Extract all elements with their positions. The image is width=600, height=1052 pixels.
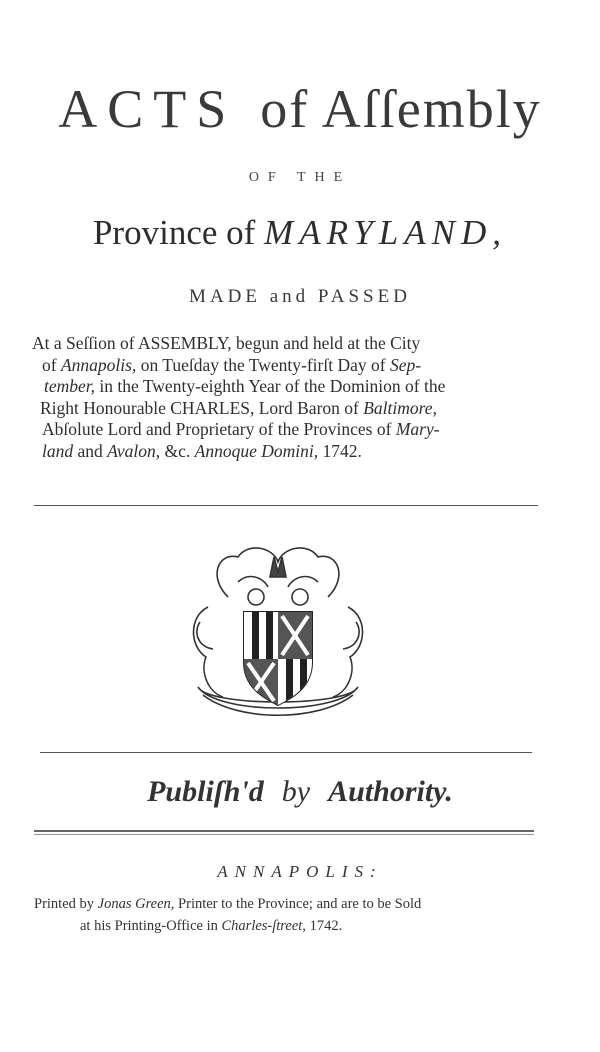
title-acts: ACTS: [58, 79, 237, 139]
session-italic: Mary-: [395, 419, 440, 439]
made-passed-heading: MADE and PASSED: [189, 286, 411, 307]
published-word: Publiſh'd: [147, 775, 264, 808]
imprint-italic: Charles-ſtreet,: [221, 918, 306, 934]
session-line-1: At a Seſſion of ASSEMBLY, begun and held at the City: [32, 333, 421, 353]
imprint-text: 1742.: [305, 918, 343, 934]
imprint-text: Printed by: [34, 896, 98, 912]
session-line-4: [40, 398, 546, 420]
session-italic: Baltimore,: [363, 397, 437, 418]
province-heading: [0, 213, 600, 253]
page-title: [0, 78, 600, 140]
coat-of-arms-illustration: [178, 537, 378, 727]
province-name: MARYLAND,: [264, 213, 508, 252]
session-text: Right Honourable CHARLES, Lord Baron of: [40, 397, 364, 418]
session-paragraph: [32, 333, 546, 462]
divider-rule: [40, 752, 532, 753]
divider-rule: [34, 834, 534, 835]
published-by-authority: [0, 775, 600, 809]
session-italic: Sep-: [389, 354, 422, 375]
imprint-line-2: [80, 918, 540, 935]
imprint-place: ANNAPOLIS:: [217, 862, 383, 881]
session-italic: tember,: [44, 376, 96, 396]
divider-rule: [34, 505, 538, 506]
escutcheon: [244, 612, 312, 705]
of-the-heading: OF THE: [248, 170, 352, 185]
session-text: in the Twenty-eighth Year of the Dominion of the: [95, 376, 446, 396]
session-text: of: [42, 354, 61, 375]
session-italic: Annapolis,: [60, 354, 137, 375]
title-of-assembly: of Aſſembly: [260, 79, 542, 139]
imprint-text: at his Printing-Office in: [80, 918, 222, 934]
session-italic: land: [42, 440, 74, 461]
session-text: on Tueſday the Twenty-firſt Day of: [136, 354, 390, 375]
session-italic: Avalon,: [107, 440, 161, 461]
session-text: &c.: [160, 440, 195, 461]
session-text: Abſolute Lord and Proprietary of the Provinces of: [42, 419, 396, 439]
session-italic: Annoque Domini,: [194, 440, 319, 461]
published-by: by: [281, 775, 311, 808]
imprint-text: Printer to the Province; and are to be Sold: [174, 896, 422, 912]
divider-rule: [34, 830, 534, 832]
imprint-italic: Jonas Green,: [97, 896, 175, 912]
session-line-5: [42, 419, 546, 441]
session-text: 1742.: [318, 440, 362, 461]
session-line-2: [42, 355, 546, 377]
session-line-6: [42, 441, 546, 463]
session-line-3: [44, 376, 546, 398]
published-authority: Authority.: [328, 775, 453, 808]
session-text: and: [73, 440, 108, 461]
province-prefix: Province of: [92, 213, 256, 252]
imprint-line-1: [34, 896, 574, 913]
